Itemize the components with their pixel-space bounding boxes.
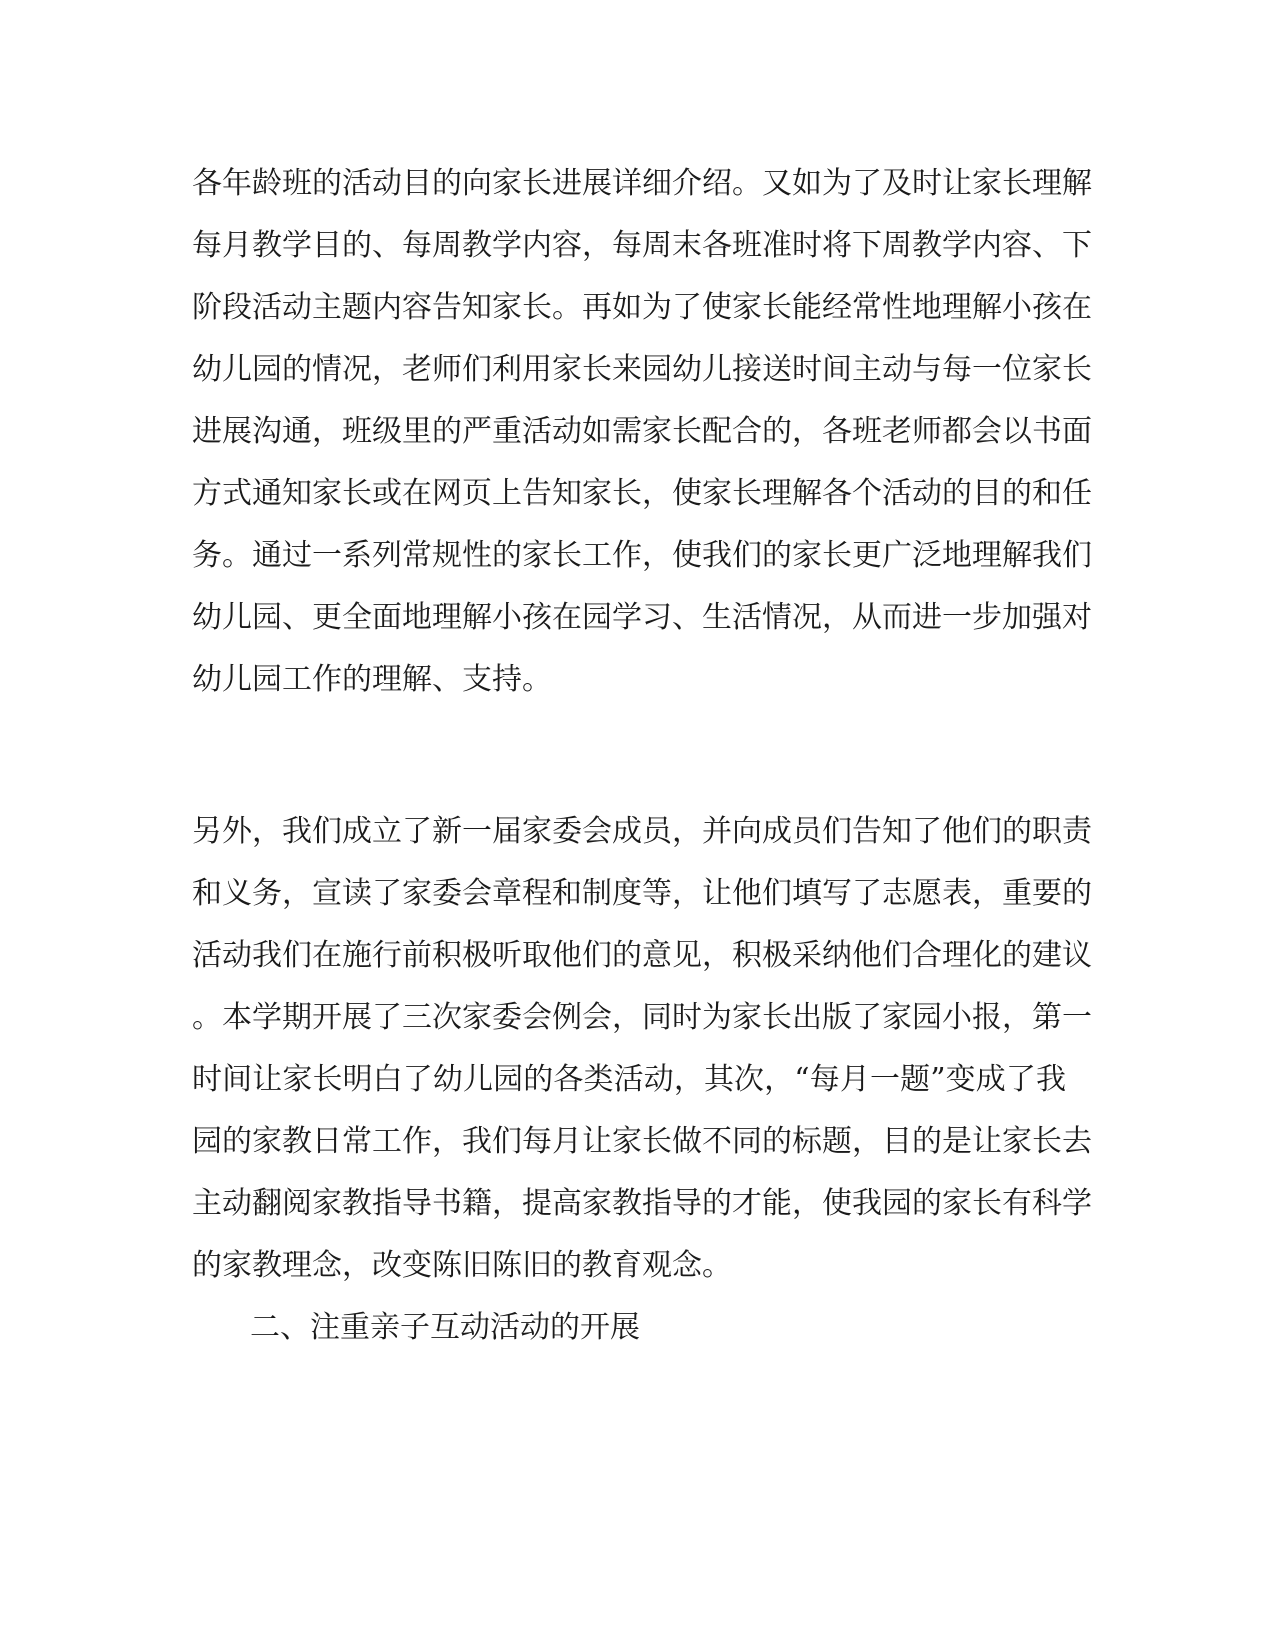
paragraph-1-line-8: 幼儿园、更全面地理解小孩在园学习、生活情况，从而进一步加强对	[192, 600, 1092, 635]
paragraph-1-line-9: 幼儿园工作的理解、支持。	[192, 662, 552, 697]
paragraph-2-line-7: 主动翻阅家教指导书籍，提高家教指导的才能，使我园的家长有科学	[192, 1186, 1092, 1221]
paragraph-2-line-6: 园的家教日常工作，我们每月让家长做不同的标题，目的是让家长去	[192, 1124, 1092, 1159]
paragraph-2-line-5: 时间让家长明白了幼儿园的各类活动，其次，“每月一题”变成了我	[192, 1062, 1066, 1097]
section-heading: 二、注重亲子互动活动的开展	[250, 1310, 640, 1345]
paragraph-1-line-1: 各年龄班的活动目的向家长进展详细介绍。又如为了及时让家长理解	[192, 166, 1092, 201]
paragraph-2-line-4: 。本学期开展了三次家委会例会，同时为家长出版了家园小报，第一	[192, 1000, 1092, 1035]
paragraph-2-line-1: 另外，我们成立了新一届家委会成员，并向成员们告知了他们的职责	[192, 814, 1092, 849]
paragraph-1-line-7: 务。通过一系列常规性的家长工作，使我们的家长更广泛地理解我们	[192, 538, 1092, 573]
paragraph-2-line-3: 活动我们在施行前积极听取他们的意见，积极采纳他们合理化的建议	[192, 938, 1092, 973]
paragraph-2-line-2: 和义务，宣读了家委会章程和制度等，让他们填写了志愿表，重要的	[192, 876, 1092, 911]
paragraph-2-line-8: 的家教理念，改变陈旧陈旧的教育观念。	[192, 1248, 732, 1283]
paragraph-1-line-2: 每月教学目的、每周教学内容，每周末各班准时将下周教学内容、下	[192, 228, 1092, 263]
paragraph-1-line-6: 方式通知家长或在网页上告知家长，使家长理解各个活动的目的和任	[192, 476, 1092, 511]
paragraph-1-line-5: 进展沟通，班级里的严重活动如需家长配合的，各班老师都会以书面	[192, 414, 1092, 449]
paragraph-1-line-4: 幼儿园的情况，老师们利用家长来园幼儿接送时间主动与每一位家长	[192, 352, 1092, 387]
paragraph-1-line-3: 阶段活动主题内容告知家长。再如为了使家长能经常性地理解小孩在	[192, 290, 1092, 325]
